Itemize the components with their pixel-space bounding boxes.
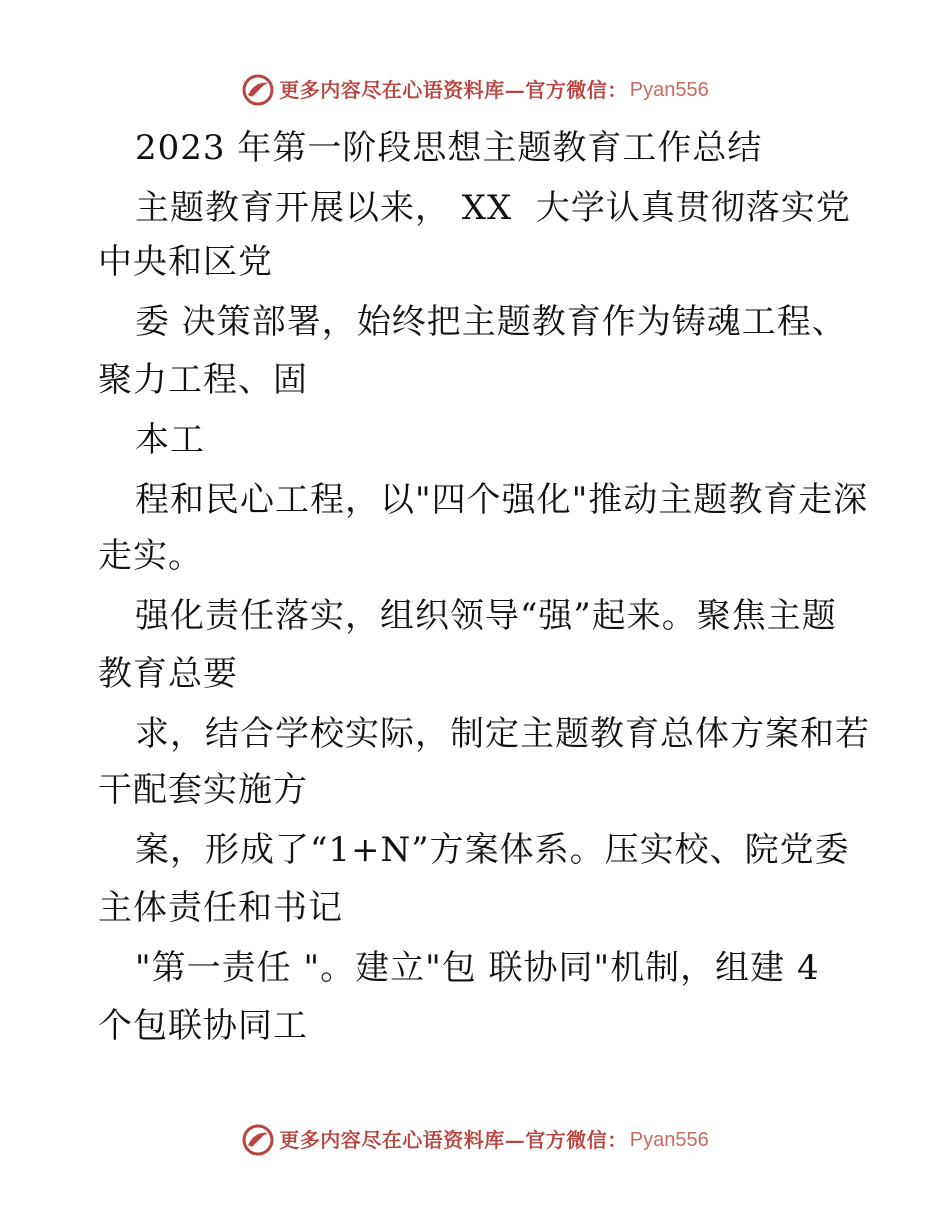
paragraph-line: 委 决策部署，始终把主题教育作为铸魂工程、 — [135, 302, 847, 342]
paragraph-line: 教育总要 — [98, 654, 238, 694]
paragraph-line: 中央和区党 — [98, 242, 273, 282]
paragraph-line: 程和民心工程，以"四个强化"推动主题教育走深 — [135, 480, 869, 520]
pen-logo-icon — [241, 73, 275, 107]
paragraph-line: 本工 — [135, 420, 205, 460]
pen-logo-icon — [241, 1123, 275, 1157]
section-heading-line: 强化责任落实，组织领导“强”起来。聚焦主题 — [135, 596, 837, 636]
watermark-wechat-id: Pyan556 — [629, 79, 709, 101]
watermark-text: 更多内容尽在心语资料库—官方微信： — [279, 78, 628, 102]
paragraph-line: 走实。 — [98, 536, 203, 576]
footer-watermark — [0, 1120, 950, 1160]
watermark-wechat-id: Pyan556 — [629, 1129, 709, 1151]
watermark-text: 更多内容尽在心语资料库—官方微信： — [279, 1128, 628, 1152]
paragraph-line: 主体责任和书记 — [98, 888, 343, 928]
paragraph-line: 主题教育开展以来， XX 大学认真贯彻落实党 — [135, 188, 851, 228]
paragraph-line: 个包联协同工 — [98, 1006, 308, 1046]
paragraph-line: "第一责任 "。建立"包 联协同"机制，组建 4 — [135, 948, 820, 988]
paragraph-line: 干配套实施方 — [98, 770, 308, 810]
paragraph-line: 求，结合学校实际，制定主题教育总体方案和若 — [135, 714, 870, 754]
document-title: 2023 年第一阶段思想主题教育工作总结 — [135, 128, 763, 168]
header-watermark — [0, 70, 950, 110]
paragraph-line: 聚力工程、固 — [98, 360, 308, 400]
paragraph-line: 案，形成了“1+N”方案体系。压实校、院党委 — [135, 830, 850, 870]
